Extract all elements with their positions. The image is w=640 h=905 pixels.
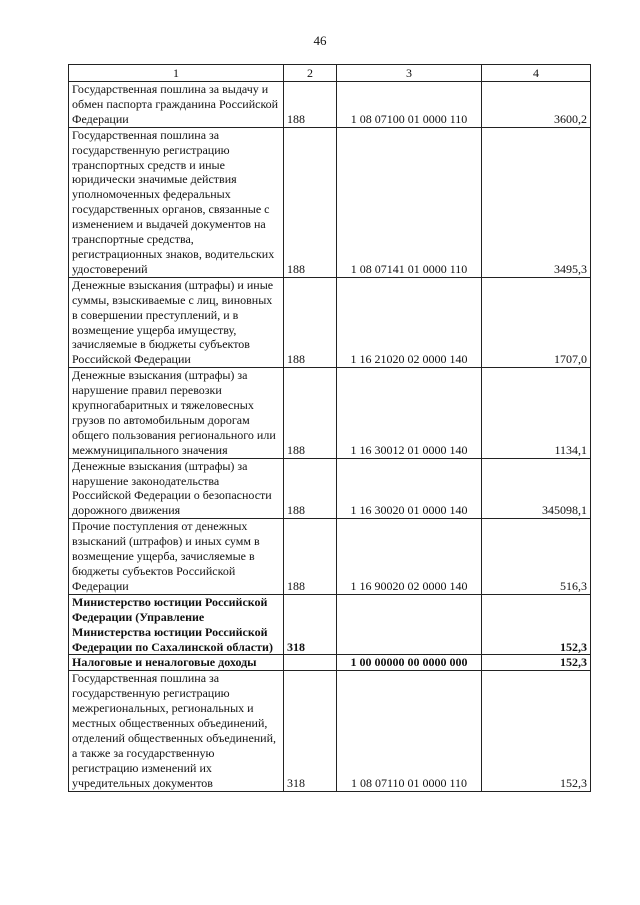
income-name-cell: Министерство юстиции Российской Федерации (Управление Министерства юстиции Российской Федерации по Сахалинской области): [69, 594, 284, 655]
admin-code-cell: 188: [284, 519, 337, 595]
amount-cell: 516,3: [482, 519, 591, 595]
income-name-cell: Прочие поступления от денежных взысканий (штрафов) и иных сумм в возмещение ущерба, зачисляемые в бюджеты субъектов Российской Федерации: [69, 519, 284, 595]
admin-code-cell: [284, 655, 337, 671]
budget-code-cell: 1 16 30020 01 0000 140: [337, 458, 482, 519]
admin-code-cell: 188: [284, 458, 337, 519]
amount-cell: 152,3: [482, 594, 591, 655]
column-header: 3: [337, 65, 482, 82]
budget-code-cell: 1 08 07100 01 0000 110: [337, 82, 482, 128]
income-name-cell: Денежные взыскания (штрафы) за нарушение законодательства Российской Федерации о безопасности дорожного движения: [69, 458, 284, 519]
amount-cell: 345098,1: [482, 458, 591, 519]
table-row: [69, 655, 591, 671]
admin-code-cell: 318: [284, 671, 337, 791]
budget-code-cell: 1 08 07110 01 0000 110: [337, 671, 482, 791]
budget-code-cell: 1 00 00000 00 0000 000: [337, 655, 482, 671]
amount-cell: 152,3: [482, 671, 591, 791]
table-row: [69, 519, 591, 595]
budget-code-cell: 1 16 21020 02 0000 140: [337, 277, 482, 367]
income-name-cell: Денежные взыскания (штрафы) и иные суммы, взыскиваемые с лиц, виновных в совершении преступлений, и в возмещение ущерба имуществу, зачисляемые в бюджеты субъектов Российской Федерации: [69, 277, 284, 367]
amount-cell: 3495,3: [482, 127, 591, 277]
column-header: 1: [69, 65, 284, 82]
amount-cell: 3600,2: [482, 82, 591, 128]
table-row: [69, 277, 591, 367]
admin-code-cell: 318: [284, 594, 337, 655]
column-number-row: [69, 65, 591, 82]
revenue-table: [68, 64, 591, 792]
budget-code-cell: 1 16 90020 02 0000 140: [337, 519, 482, 595]
admin-code-cell: 188: [284, 368, 337, 458]
amount-cell: 152,3: [482, 655, 591, 671]
table-row: [69, 127, 591, 277]
income-name-cell: Налоговые и неналоговые доходы: [69, 655, 284, 671]
income-name-cell: Государственная пошлина за выдачу и обмен паспорта гражданина Российской Федерации: [69, 82, 284, 128]
admin-code-cell: 188: [284, 127, 337, 277]
table-row: [69, 368, 591, 458]
table-row: [69, 458, 591, 519]
admin-code-cell: 188: [284, 277, 337, 367]
income-name-cell: Государственная пошлина за государственную регистрацию межрегиональных, региональных и местных общественных объединений, отделений общественных объединений, а также за государственную регистрацию изменений их учредительных документов: [69, 671, 284, 791]
table-row: [69, 671, 591, 791]
amount-cell: 1134,1: [482, 368, 591, 458]
budget-code-cell: [337, 594, 482, 655]
budget-code-cell: 1 08 07141 01 0000 110: [337, 127, 482, 277]
budget-code-cell: 1 16 30012 01 0000 140: [337, 368, 482, 458]
page-number: 46: [313, 33, 327, 48]
table-row: [69, 82, 591, 128]
income-name-cell: Государственная пошлина за государственную регистрацию транспортных средств и иные юридически значимые действия уполномоченных федеральных государственных органов, связанные с изменением и выдачей документов на транспортные средства, регистрационных знаков, водительских удостоверений: [69, 127, 284, 277]
column-header: 2: [284, 65, 337, 82]
amount-cell: 1707,0: [482, 277, 591, 367]
income-name-cell: Денежные взыскания (штрафы) за нарушение правил перевозки крупногабаритных и тяжеловесных грузов по автомобильным дорогам общего пользования регионального или межмуниципального значения: [69, 368, 284, 458]
admin-code-cell: 188: [284, 82, 337, 128]
column-header: 4: [482, 65, 591, 82]
table-row: [69, 594, 591, 655]
